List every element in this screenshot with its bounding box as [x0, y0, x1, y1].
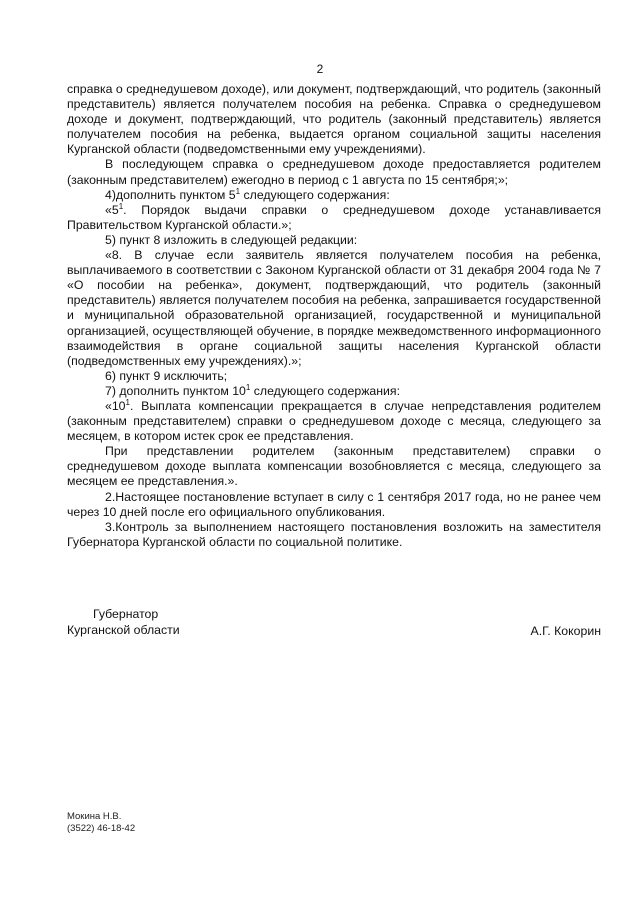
paragraph: «8. В случае если заявитель является получателем пособия на ребенка, выплачиваемого в соответствии с Законом Курганской области от 31 декабря 2004 года № 7 «О пособии на ребенка», документ, подтверждающий, что родитель (законный представитель) является получателем пособия на ребенка, запрашивается государственной и муниципальной образовательной организацией, государственной и муниципальной организацией, осуществляющей обучение, в порядке межведомственного информационного взаимодействия в органе социальной защиты населения Курганской области (подведомственных ему учреждениях).»; — [67, 248, 601, 368]
paragraph: «$5^1$. Порядок выдачи справки о среднедушевом доходе устанавливается Правительством Курганской области.»; — [67, 201, 601, 232]
page-number: 2 — [316, 62, 324, 76]
superscript-one: 1 — [125, 397, 130, 407]
paragraph: 4)дополнить пунктом $5^1$ следующего содержания: — [105, 186, 390, 202]
signature-block — [67, 607, 601, 638]
executor-phone: (3522) 46-18-42 — [67, 823, 136, 834]
paragraph: 7) дополнить пунктом $10^1$ следующего содержания: — [105, 382, 400, 398]
paragraph: справка о среднедушевом доходе), или документ, подтверждающий, что родитель (законный представитель) является получателем пособия на ребенка. Справка о среднедушевом доходе и документ, подтверждающий, что родитель (законный представитель) является получателем пособия на ребенка, выдается органом социальной защиты населения Курганской области (подведомственными ему учреждениями). — [67, 82, 601, 157]
paragraph: В последующем справка о среднедушевом доходе предоставляется родителем (законным представителем) ежегодно в период с 1 августа по 15 сентября;»; — [67, 157, 601, 187]
paragraph: 6) пункт 9 исключить; — [105, 368, 228, 383]
signatory-title-line: Курганской области — [67, 622, 180, 637]
paragraph: 2.Настоящее постановление вступает в силу с 1 сентября 2017 года, но не ранее чем через 10 дней после его официального опубликования. — [67, 489, 601, 519]
document-body — [67, 82, 601, 550]
executor-info — [67, 811, 135, 835]
superscript-one: 1 — [118, 201, 124, 211]
paragraph: 3.Контроль за выполнением настоящего постановления возложить на заместителя Губернатора Курганской области по социальной политике. — [67, 519, 601, 549]
superscript-one: 1 — [235, 186, 241, 196]
executor-name: Мокина Н.В. — [67, 811, 122, 822]
signatory-name: А.Г. Кокорин — [530, 624, 601, 638]
signatory-title-line: Губернатор — [93, 607, 159, 621]
paragraph: «$10^1$. Выплата компенсации прекращается в случае непредставления родителем (законным представителем) справки о среднедушевом доходе с месяца, следующего за месяцем, в котором истек срок ее представления. — [67, 397, 601, 444]
paragraph: При представлении родителем (законным представителем) справки о среднедушевом доходе выплата компенсации возобновляется с месяца, следующего за месяцем ее представления.». — [67, 444, 601, 489]
signatory-title — [67, 607, 601, 638]
paragraph: 5) пункт 8 изложить в следующей редакции: — [105, 232, 358, 247]
superscript-one: 1 — [245, 382, 251, 392]
